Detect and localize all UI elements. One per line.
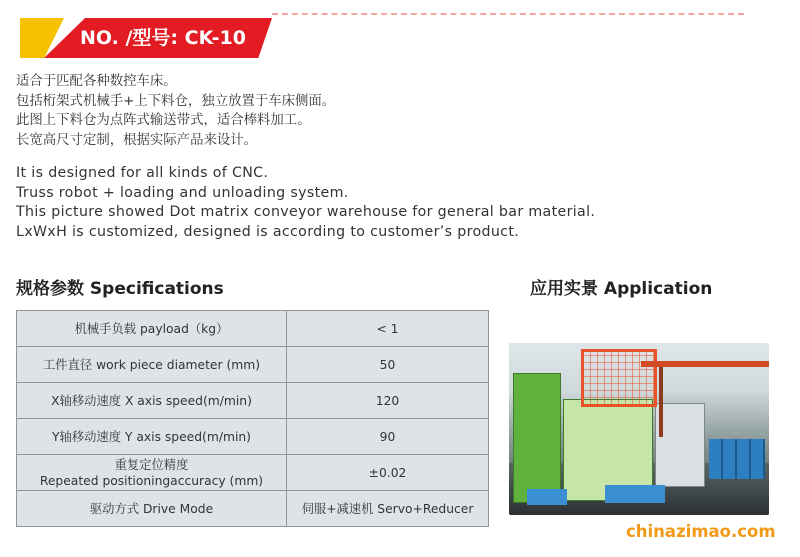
spec-label: 机械手负载 payload（kg）: [17, 311, 287, 347]
table-row: [17, 383, 489, 419]
spec-label: X轴移动速度 X axis speed(m/min): [17, 383, 287, 419]
table-row: [17, 419, 489, 455]
model-title: NO. /型号: CK-10: [80, 27, 246, 49]
intro-cn-line: 此图上下料仓为点阵式输送带式，适合棒料加工。: [16, 113, 311, 128]
spec-label: 工件直径 work piece diameter (mm): [17, 347, 287, 383]
spec-label: 驱动方式 Drive Mode: [17, 491, 287, 527]
spec-value: 90: [287, 419, 489, 455]
photo-gantry-column: [659, 367, 663, 437]
intro-en-line: This picture showed Dot matrix conveyor warehouse for general bar material.: [16, 204, 596, 220]
photo-cnc-machine: [513, 373, 561, 503]
spec-value: < 1: [287, 311, 489, 347]
intro-english: [16, 164, 736, 242]
intro-en-line: Truss robot + loading and unloading system.: [16, 184, 349, 201]
spec-label-en: Repeated positioningaccuracy (mm): [39, 473, 264, 488]
specifications-heading: 规格参数 Specifications: [16, 279, 224, 299]
spec-value: ±0.02: [287, 455, 489, 491]
intro-cn-line: 长宽高尺寸定制，根据实际产品来设计。: [16, 132, 258, 148]
intro-cn-line: 包括桁架式机械手+上下料仓，独立放置于车床侧面。: [16, 93, 336, 109]
header-dashed-rule: [272, 13, 744, 15]
intro-cn-line: 适合于匹配各种数控车床。: [16, 74, 177, 89]
spec-label: [17, 455, 287, 491]
photo-material-cage: [581, 349, 657, 407]
intro-en-line: LxWxH is customized, designed is according to customer’s product.: [16, 223, 520, 240]
spec-label-cn: 重复定位精度: [114, 457, 189, 472]
spec-label: Y轴移动速度 Y axis speed(m/min): [17, 419, 287, 455]
table-row: [17, 311, 489, 347]
spec-value: 50: [287, 347, 489, 383]
table-row: [17, 455, 489, 491]
photo-crate: [605, 485, 665, 503]
intro-chinese: [16, 72, 736, 150]
spec-value: 伺服+减速机 Servo+Reducer: [287, 491, 489, 527]
photo-crate: [527, 489, 567, 505]
table-row: [17, 491, 489, 527]
photo-blue-bins: [709, 439, 765, 479]
application-photo: [509, 343, 769, 515]
table-row: [17, 347, 489, 383]
application-heading: 应用实景 Application: [530, 279, 713, 299]
spec-value: 120: [287, 383, 489, 419]
intro-en-line: It is designed for all kinds of CNC.: [16, 165, 269, 181]
site-watermark: chinazimao.com: [626, 522, 776, 541]
specifications-table: [16, 310, 489, 527]
